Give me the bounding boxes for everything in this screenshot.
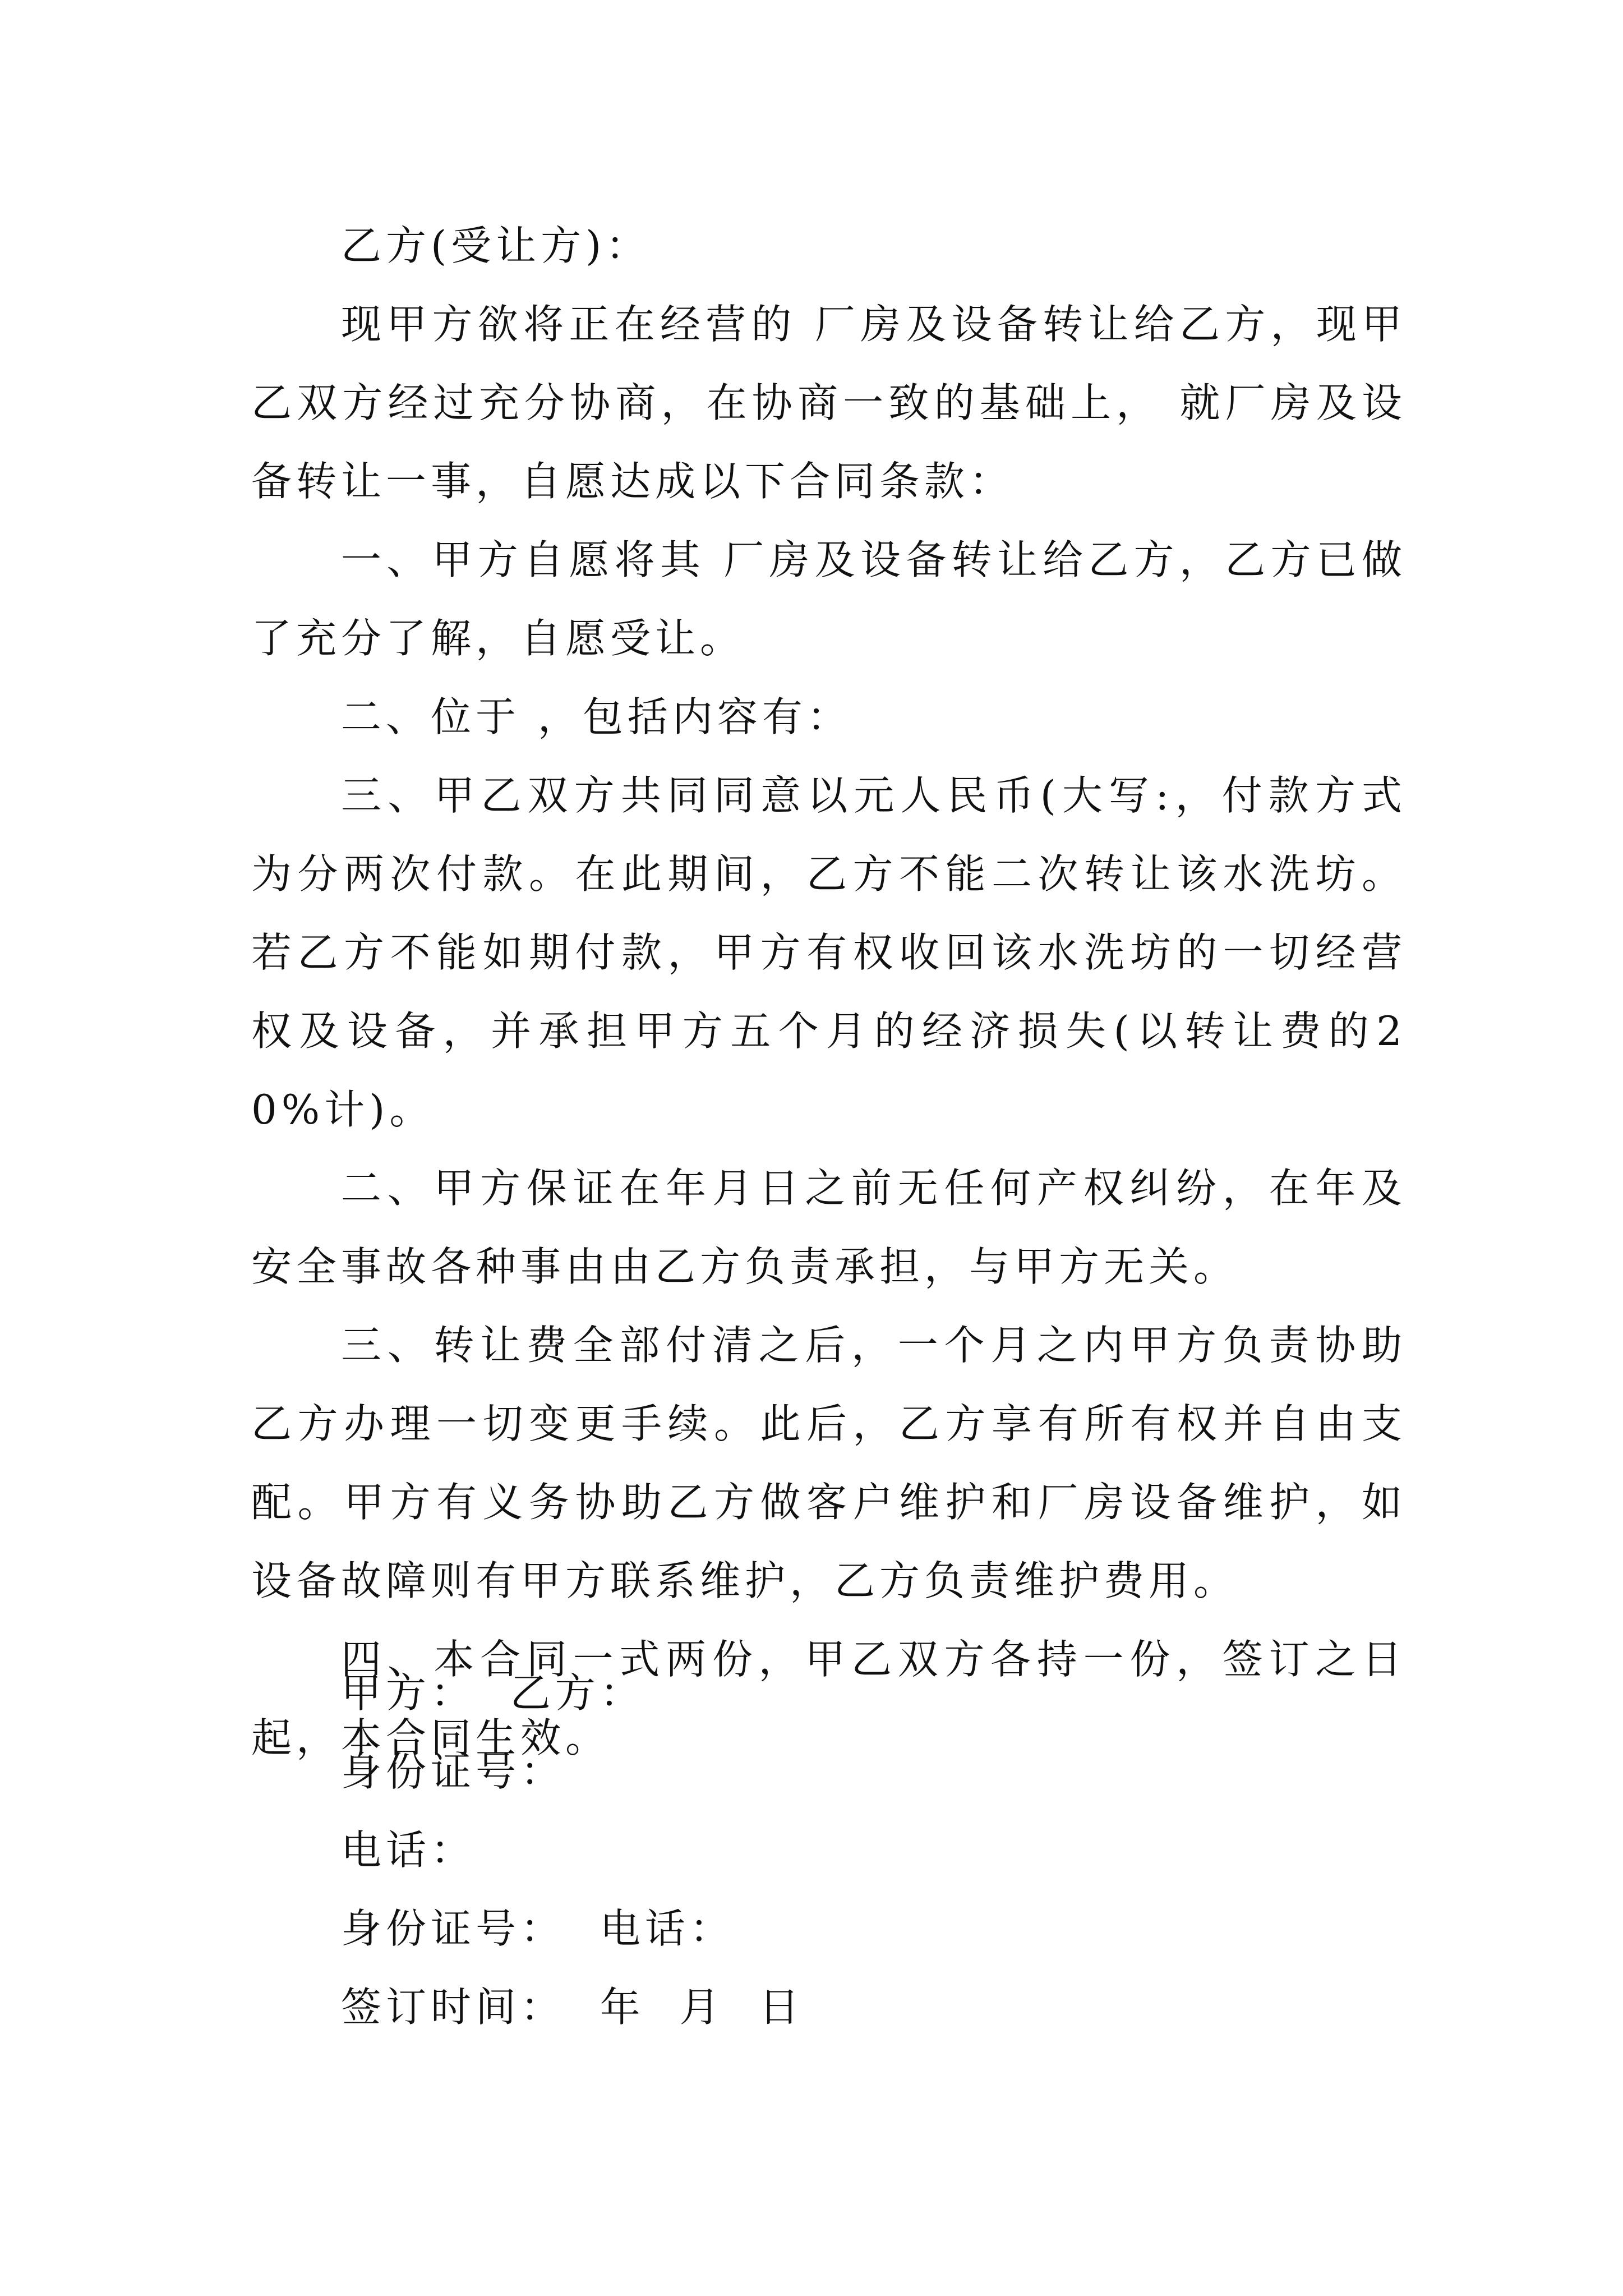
paragraph-clause-2-location: 二、位于 ，包括内容有： <box>341 693 852 740</box>
signature-id-number: 身份证号： <box>341 1748 566 1795</box>
paragraph-clause-1: 一、甲方自愿将其 厂房及设备转让给乙方，乙方已做了充分了解，自愿受让。 <box>251 536 1407 662</box>
paragraph-clause-4-copies: 四、本合同一式两份，甲乙双方各持一份，签订之日起，本合同生效。 <box>251 1636 1407 1761</box>
signature-block <box>341 1654 1350 2046</box>
signature-id-and-phone: 身份证号： 电话： <box>341 1905 735 1952</box>
paragraph-clause-3-transfer: 三、转让费全部付清之后，一个月之内甲方负责协助乙方办理一切变更手续。此后，乙方享有所有权并自由支配。甲方有义务协助乙方做客户维护和厂房设备维护，如设备故障则有甲方联系维护，乙方负责维护费用。 <box>251 1322 1407 1604</box>
paragraph-preamble: 现甲方欲将正在经营的 厂房及设备转让给乙方，现甲乙双方经过充分协商，在协商一致的基础上， 就厂房及设备转让一事，自愿达成以下合同条款： <box>251 301 1407 505</box>
signature-date: 签订时间： 年 月 日 <box>341 1984 804 2031</box>
contract-body <box>251 206 1407 1777</box>
paragraph-transferee-label: 乙方(受让方)： <box>341 222 651 269</box>
signature-phone: 电话： <box>341 1826 476 1874</box>
paragraph-clause-3-payment: 三、甲乙双方共同同意以元人民币(大写:，付款方式为分两次付款。在此期间，乙方不能二次转让该水洗坊。若乙方不能如期付款，甲方有权收回该水洗坊的一切经营权及设备，并承担甲方五个月的经济损失(以转让费的20%计)。 <box>251 772 1407 1133</box>
paragraph-clause-2-warranty: 二、甲方保证在年月日之前无任何产权纠纷，在年及安全事故各种事由由乙方负责承担，与甲方无关。 <box>251 1165 1407 1290</box>
signature-parties: 甲方： 乙方： <box>341 1669 645 1717</box>
